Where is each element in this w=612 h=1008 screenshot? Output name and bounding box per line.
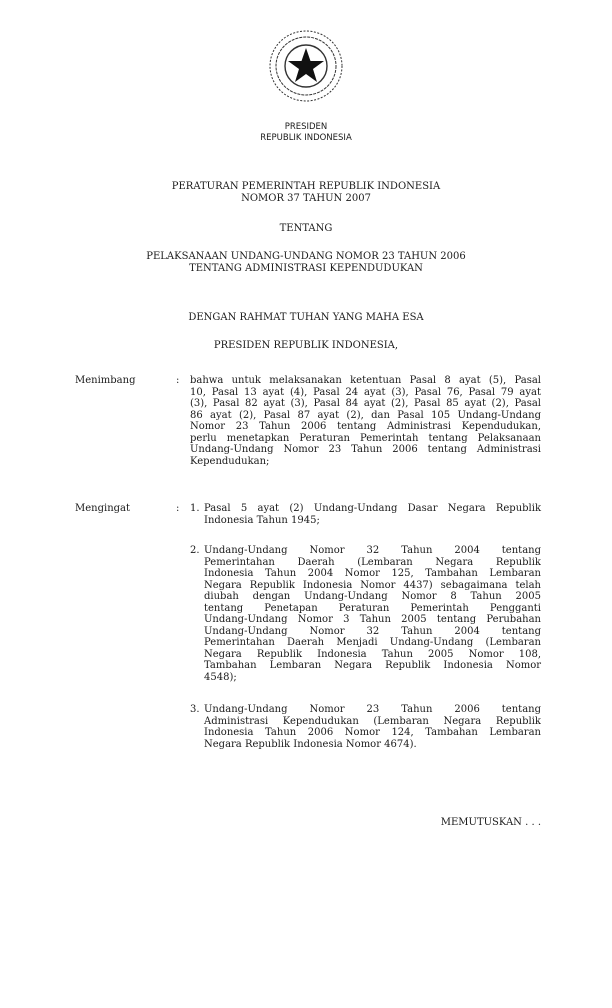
continuation-marker: MEMUTUSKAN . . .	[440, 817, 541, 828]
text-line: Tambahan Lembaran Negara Republik Indonesia Nomor	[204, 660, 541, 671]
mengingat-item-2-number: 2.	[190, 545, 200, 556]
about-heading: TENTANG	[279, 223, 333, 234]
menimbang-label: Menimbang	[75, 375, 136, 386]
text-line: (3), Pasal 82 ayat (3), Pasal 84 ayat (2), Pasal 85 ayat (2), Pasal	[190, 398, 541, 409]
text-line: Undang-Undang Nomor 32 Tahun 2004 tentang	[204, 625, 541, 637]
regulation-title: PERATURAN PEMERINTAH REPUBLIK INDONESIA	[171, 181, 441, 192]
text-line: Kependudukan;	[190, 455, 270, 467]
text-line: Administrasi Kependudukan (Lembaran Negara Republik	[204, 715, 541, 727]
text-line: diubah dengan Undang-Undang Nomor 8 Tahun 2005	[204, 591, 541, 602]
header-country: REPUBLIK INDONESIA	[260, 133, 352, 143]
text-line: Pemerintahan Daerah (Lembaran Negara Republik	[204, 556, 541, 568]
mengingat-item-1	[204, 503, 541, 526]
text-line: Negara Republik Indonesia Tahun 2005 Nomor 108,	[204, 648, 541, 660]
text-line: Undang-Undang Nomor 3 Tahun 2005 tentang Perubahan	[204, 614, 541, 625]
text-line: Undang-Undang Nomor 23 Tahun 2006 tentang	[204, 704, 541, 715]
mengingat-label: Mengingat	[75, 503, 131, 514]
text-line: Pemerintahan Daerah Menjadi Undang-Undang (Lembaran	[204, 637, 541, 648]
text-line: bahwa untuk melaksanakan ketentuan Pasal 8 ayat (5), Pasal	[190, 375, 541, 386]
text-line: 86 ayat (2), Pasal 87 ayat (2), dan Pasal 105 Undang-Undang	[190, 409, 541, 421]
mengingat-item-3-number: 3.	[190, 704, 200, 715]
preamble-president: PRESIDEN REPUBLIK INDONESIA,	[213, 340, 399, 351]
text-line: Negara Republik Indonesia Nomor 4437) sebagaimana telah	[204, 579, 541, 591]
garuda-star-emblem-icon	[266, 28, 346, 104]
preamble-grace: DENGAN RAHMAT TUHAN YANG MAHA ESA	[188, 312, 424, 323]
text-line: Undang-Undang Nomor 32 Tahun 2004 tentang	[204, 545, 541, 556]
subject-line-1: PELAKSANAAN UNDANG-UNDANG NOMOR 23 TAHUN 2006	[146, 251, 466, 262]
mengingat-item-3	[204, 704, 541, 750]
mengingat-colon: :	[176, 503, 180, 514]
text-line: Indonesia Tahun 2006 Nomor 124, Tambahan Lembaran	[204, 727, 541, 738]
text-line: 4548);	[204, 671, 237, 683]
menimbang-text	[190, 375, 541, 467]
text-line: Negara Republik Indonesia Nomor 4674).	[204, 738, 417, 750]
text-line: Nomor 23 Tahun 2006 tentang Administrasi Kependudukan,	[190, 421, 541, 432]
text-line: perlu menetapkan Peraturan Pemerintah tentang Pelaksanaan	[190, 432, 541, 444]
text-line: tentang Penetapan Peraturan Pemerintah Pengganti	[204, 602, 541, 614]
regulation-number: NOMOR 37 TAHUN 2007	[241, 193, 371, 204]
text-line: 10, Pasal 13 ayat (4), Pasal 24 ayat (3), Pasal 76, Pasal 79 ayat	[190, 386, 541, 398]
text-line: Indonesia Tahun 1945;	[204, 514, 320, 526]
text-line: Pasal 5 ayat (2) Undang-Undang Dasar Negara Republik	[204, 503, 541, 514]
mengingat-item-1-number: 1.	[190, 503, 200, 514]
text-line: Undang-Undang Nomor 23 Tahun 2006 tentang Administrasi	[190, 444, 541, 455]
menimbang-colon: :	[176, 375, 180, 386]
mengingat-item-2	[204, 545, 541, 683]
subject-line-2: TENTANG ADMINISTRASI KEPENDUDUKAN	[189, 263, 423, 274]
header-office: PRESIDEN	[284, 122, 328, 132]
text-line: Indonesia Tahun 2004 Nomor 125, Tambahan Lembaran	[204, 568, 541, 579]
